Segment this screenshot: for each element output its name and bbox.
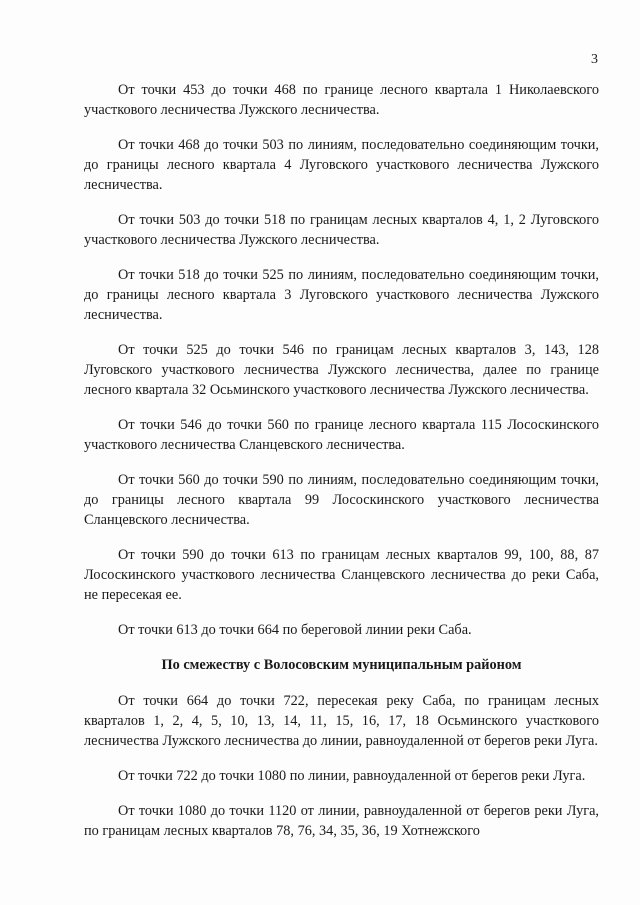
- paragraph: От точки 1080 до точки 1120 от линии, равноудаленной от берегов реки Луга, по границам лесных кварталов 78, 76, 34, 35, 36, 19 Хотнежского: [84, 803, 599, 839]
- paragraph: От точки 518 до точки 525 по линиям, последовательно соединяющим точки, до границы лесного квартала 3 Луговского участкового лесничества Лужского лесничества.: [84, 267, 599, 323]
- paragraph: От точки 722 до точки 1080 по линии, равноудаленной от берегов реки Луга.: [118, 768, 586, 784]
- paragraph: От точки 453 до точки 468 по границе лесного квартала 1 Николаевского участкового лесничества Лужского лесничества.: [84, 82, 599, 118]
- paragraph: От точки 590 до точки 613 по границам лесных кварталов 99, 100, 88, 87 Лососкинского участкового лесничества Сланцевского лесничества до реки Саба, не пересекая ее.: [84, 547, 599, 603]
- paragraph: От точки 560 до точки 590 по линиям, последовательно соединяющим точки, до границы лесного квартала 99 Лососкинского участкового лесничества Сланцевского лесничества.: [84, 472, 599, 528]
- paragraph: От точки 546 до точки 560 по границе лесного квартала 115 Лососкинского участкового лесничества Сланцевского лесничества.: [84, 417, 599, 453]
- document-body: [84, 80, 599, 856]
- page-number: 3: [591, 52, 598, 67]
- section-heading: По смежеству с Волосовским муниципальным районом: [161, 657, 522, 673]
- paragraph: От точки 525 до точки 546 по границам лесных кварталов 3, 143, 128 Луговского участкового лесничества Лужского лесничества, далее по границе лесного квартала 32 Осьминского участкового лесничества Лужского лесничества.: [84, 342, 599, 398]
- paragraph: От точки 664 до точки 722, пересекая реку Саба, по границам лесных кварталов 1, 2, 4, 5, 10, 13, 14, 11, 15, 16, 17, 18 Осьминского участкового лесничества Лужского лесничества до линии, равноудаленной от берегов реки Луга.: [84, 693, 599, 749]
- paragraph: От точки 503 до точки 518 по границам лесных кварталов 4, 1, 2 Луговского участкового лесничества Лужского лесничества.: [84, 212, 599, 248]
- paragraph: От точки 613 до точки 664 по береговой линии реки Саба.: [118, 622, 472, 638]
- paragraph: От точки 468 до точки 503 по линиям, последовательно соединяющим точки, до границы лесного квартала 4 Луговского участкового лесничества Лужского лесничества.: [84, 137, 599, 193]
